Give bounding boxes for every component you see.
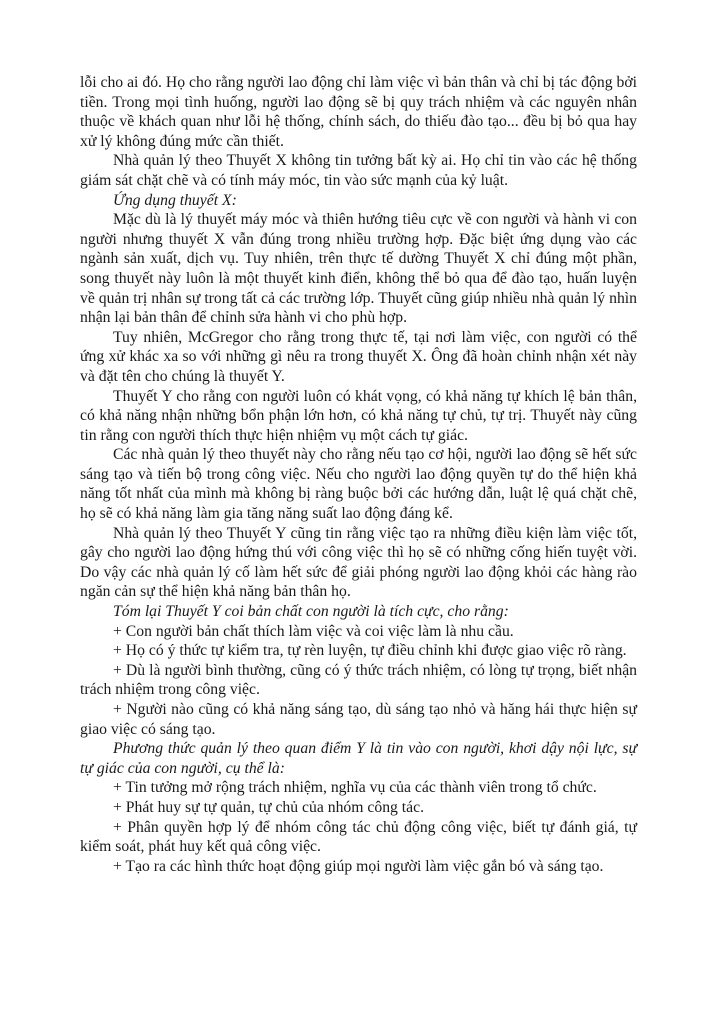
list-item: + Họ có ý thức tự kiểm tra, tự rèn luyện, tự điều chỉnh khi được giao việc rõ ràng. — [113, 642, 627, 660]
paragraph-manager-y-conditions: Nhà quản lý theo Thuyết Y cũng tin rằng việc tạo ra những điều kiện làm việc tốt, gây cho người lao động hứng thú với công việc thì họ sẽ có những cống hiến tuyệt vời. Do vậy các nhà quản lý cố làm hết sức để giải phóng người lao động khỏi các hàng rào ngăn cản sự thể hiện khả năng bản thân họ. — [80, 524, 637, 601]
document-page — [80, 73, 637, 876]
heading-theory-x-application: Ứng dụng thuyết X: — [113, 191, 237, 209]
list-item: + Phát huy sự tự quản, tự chủ của nhóm công tác. — [113, 798, 425, 816]
heading-management-method-y: Phương thức quản lý theo quan điểm Y là tin vào con người, khơi dậy nội lực, sự tự giác của con người, cụ thể là: — [80, 740, 637, 777]
list-item: + Tin tưởng mở rộng trách nhiệm, nghĩa vụ của các thành viên trong tổ chức. — [113, 779, 597, 797]
list-item: + Dù là người bình thường, cũng có ý thức trách nhiệm, có lòng tự trọng, biết nhận trách nhiệm trong công việc. — [80, 661, 637, 699]
paragraph-mcgregor: Tuy nhiên, McGregor cho rằng trong thực tế, tại nơi làm việc, con người có thể ứng xử khác xa so với những gì nêu ra trong thuyết X. Ông đã hoàn chỉnh nhận xét này và đặt tên cho chúng là thuyết Y. — [80, 328, 637, 385]
paragraph-theory-x-manager: Nhà quản lý theo Thuyết X không tin tưởng bất kỳ ai. Họ chỉ tin vào các hệ thống giám sát chặt chẽ và có tính máy móc, tin vào sức mạnh của kỷ luật. — [80, 152, 637, 189]
paragraph-theory-x-application: Mặc dù là lý thuyết máy móc và thiên hướng tiêu cực về con người và hành vi con người nhưng thuyết X vẫn đúng trong nhiều trường hợp. Đặc biệt ứng dụng vào các ngành sản xuất, dịch vụ. Tuy nhiên, trên thực tế dường Thuyết X chỉ đúng một phần, song thuyết này luôn là một thuyết kinh điển, không thể bỏ qua để đào tạo, huấn luyện về quản trị nhân sự trong tất cả các trường lớp. Thuyết cũng giúp nhiều nhà quản lý nhìn nhận lại bản thân để chỉnh sửa hành vi cho phù hợp. — [80, 211, 637, 327]
paragraph-managers-y: Các nhà quản lý theo thuyết này cho rằng nếu tạo cơ hội, người lao động sẽ hết sức sáng tạo và tiến bộ trong công việc. Nếu cho người lao động quyền tự do thể hiện khả năng tốt nhất của mình mà không bị ràng buộc bởi các hướng dẫn, luật lệ quá chặt chẽ, họ sẽ có khả năng làm gia tăng năng suất lao động đáng kể. — [80, 446, 637, 523]
list-item: + Người nào cũng có khả năng sáng tạo, dù sáng tạo nhỏ và hăng hái thực hiện sự giao việc có sáng tạo. — [80, 701, 637, 738]
list-item: + Phân quyền hợp lý để nhóm công tác chủ động công việc, biết tự đánh giá, tự kiểm soát, phát huy kết quả công việc. — [80, 818, 637, 856]
paragraph-continuation: lỗi cho ai đó. Họ cho rằng người lao động chỉ làm việc vì bản thân và chỉ bị tác động bởi tiền. Trong mọi tình huống, người lao động sẽ bị quy trách nhiệm và các nguyên nhân thuộc về khách quan như lỗi hệ thống, chính sách, do thiếu đào tạo... đều bị bỏ qua hay xử lý không đúng mức cần thiết. — [80, 74, 637, 150]
list-item: + Tạo ra các hình thức hoạt động giúp mọi người làm việc gắn bó và sáng tạo. — [113, 857, 604, 875]
list-item: + Con người bản chất thích làm việc và coi việc làm là nhu cầu. — [113, 622, 514, 640]
paragraph-theory-y: Thuyết Y cho rằng con người luôn có khát vọng, có khả năng tự khích lệ bản thân, có khả năng nhận những bổn phận lớn hơn, có khả năng tự chủ, tự trị. Thuyết này cũng tin rằng con người thích thực hiện nhiệm vụ một cách tự giác. — [80, 387, 637, 444]
heading-theory-y-summary: Tóm lại Thuyết Y coi bản chất con người là tích cực, cho rằng: — [113, 603, 509, 621]
